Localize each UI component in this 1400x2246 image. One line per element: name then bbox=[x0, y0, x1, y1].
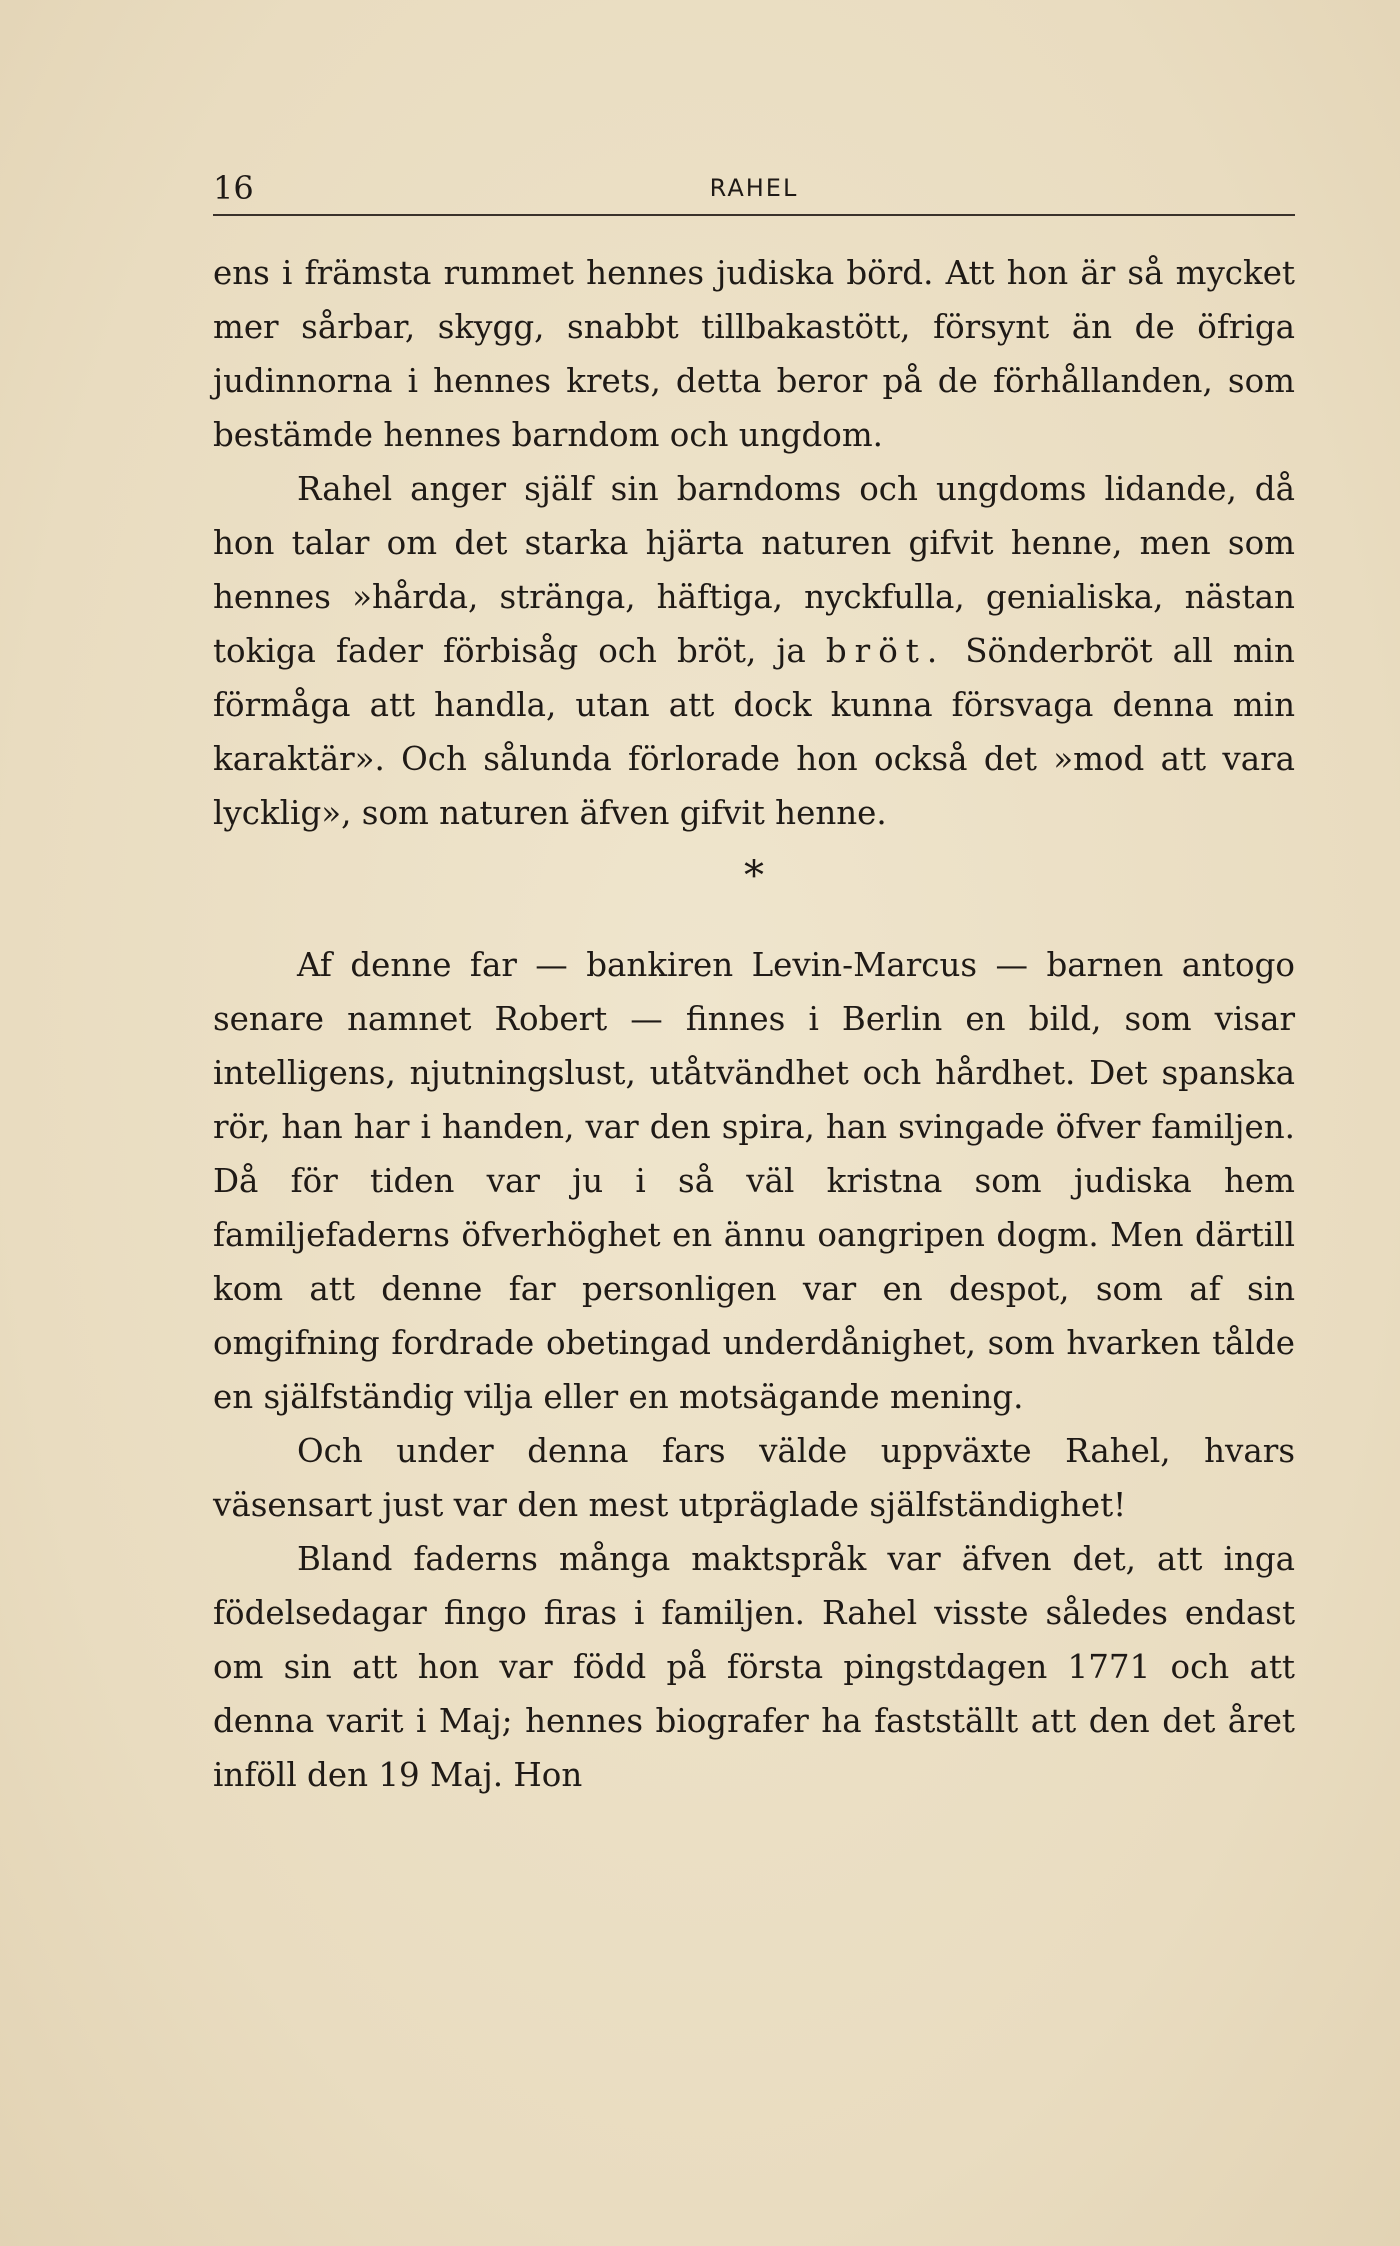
paragraph-4: Och under denna fars välde uppväxte Rahel, hvars väsensart just var den mest utpräglade själfständighet! bbox=[213, 1432, 1295, 1524]
paragraph-3: Af denne far — bankiren Levin-Marcus — barnen antogo senare namnet Robert — finnes i Berlin en bild, som visar intelligens, njutningslust, utåtvändhet och hårdhet. Det spanska rör, han har i handen, var den spira, han svingade öfver familjen. Då för tiden var ju i så väl kristna som judiska hem familjefaderns öfverhöghet en ännu oangripen dogm. Men därtill kom att denne far personligen var en despot, som af sin omgifning fordrade obetingad underdånighet, som hvarken tålde en själfständig vilja eller en motsägande mening. bbox=[213, 946, 1295, 1416]
paragraph-1: ens i främsta rummet hennes judiska börd. Att hon är så mycket mer sårbar, skygg, snabbt tillbakastött, försynt än de öfriga judinnorna i hennes krets, detta beror på de förhållanden, som bestämde hennes barndom och ungdom. bbox=[213, 254, 1295, 454]
paragraph-2 bbox=[213, 462, 1295, 840]
paragraph-2-lead: Rahel anger själf sin barndoms och ungdoms lidande, då hon talar om det starka hjärta naturen gifvit henne, men som hennes »hårda, stränga, häftiga, nyckfulla, genialiska, nästan tokiga fader förbisåg och bröt, ja bbox=[213, 470, 1295, 670]
header-rule bbox=[213, 214, 1295, 216]
section-break-asterisk: * bbox=[744, 853, 764, 899]
running-head bbox=[213, 168, 1295, 208]
paragraph-5: Bland faderns många maktspråk var äfven det, att inga födelsedagar fingo firas i familjen. Rahel visste således endast om sin att hon var född på första pingstdagen 1771 och att denna varit i Maj; hennes biografer ha fastställt att den det året inföll den 19 Maj. Hon bbox=[213, 1540, 1295, 1794]
running-title: RAHEL bbox=[709, 174, 799, 202]
paragraph-2-rest: Sönderbröt all min förmåga att handla, utan att dock kunna försvaga denna min karaktär». Och sålunda förlorade hon också det »mod att vara lycklig», som naturen äfven gifvit henne. bbox=[213, 632, 1295, 832]
body-text bbox=[213, 246, 1295, 1802]
paragraph-2-emphasis: bröt. bbox=[825, 632, 946, 670]
page-number: 16 bbox=[213, 169, 254, 207]
